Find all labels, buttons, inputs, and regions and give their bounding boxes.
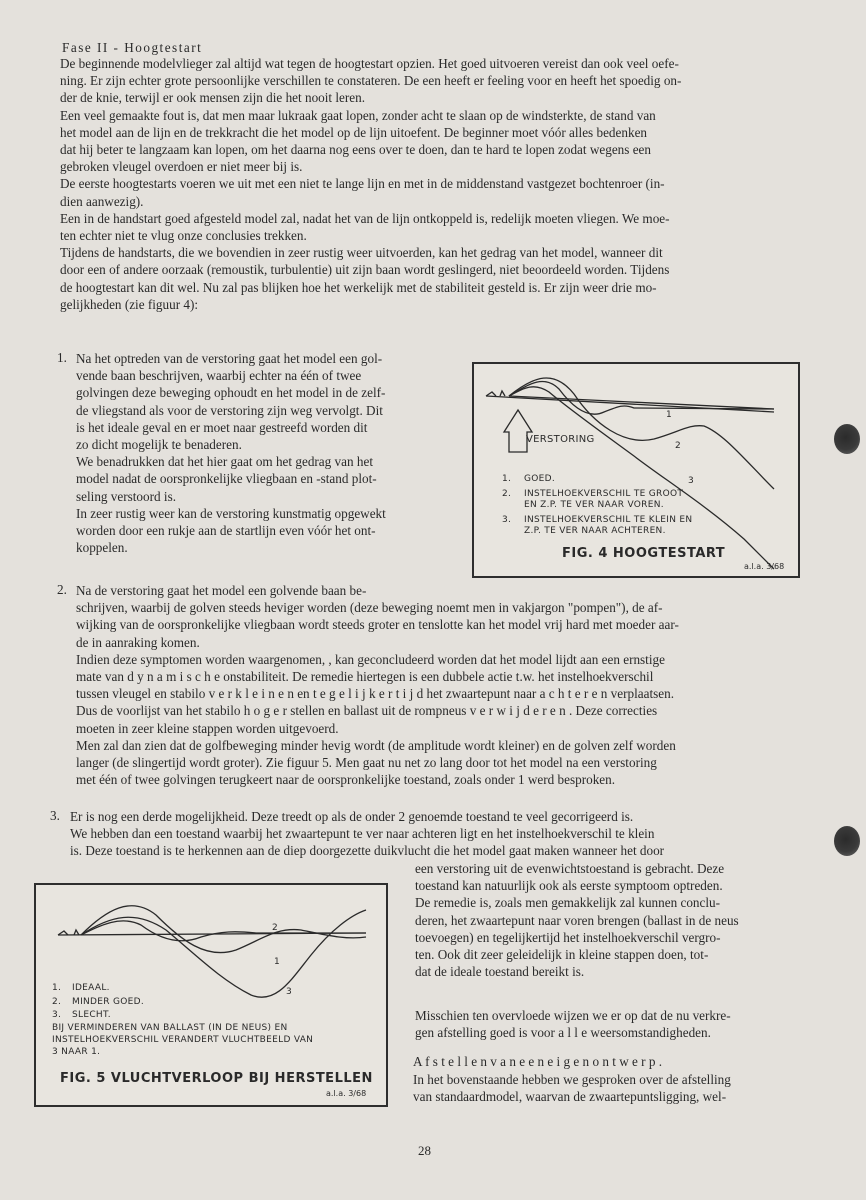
curve-1 bbox=[81, 921, 366, 941]
text-line: moeten in zeer kleine stappen worden uitgevoerd. bbox=[76, 720, 339, 736]
text-line: We benadrukken dat het hier gaat om het gedrag van het bbox=[76, 454, 374, 470]
text-line: toestand kan natuurlijk ook als eerste symptoom optreden. bbox=[415, 878, 723, 894]
text-line: mate van d y n a m i s c h e onstabiliteit. De remedie hiertegen is een dubbele actie t.w. het instelhoekverschil bbox=[76, 669, 654, 685]
curve-label: 3 bbox=[688, 476, 695, 486]
subheading: A f s t e l l e n v a n e e n e i g e n o n t w e r p . bbox=[413, 1054, 663, 1069]
figure-caption: FIG. 4 HOOGTESTART bbox=[562, 546, 726, 561]
final-paragraph bbox=[413, 1071, 731, 1105]
figure-4-diagram bbox=[474, 364, 798, 576]
item-number: 1. bbox=[57, 350, 67, 365]
legend-text: MINDER GOED. bbox=[72, 997, 145, 1007]
item-3-continued bbox=[415, 860, 739, 980]
text-line: Men zal dan zien dat de golfbeweging minder hevig wordt (de amplitude wordt kleiner) en de golven zelf worden bbox=[76, 737, 676, 753]
text-line: Na het optreden van de verstoring gaat het model een gol- bbox=[76, 351, 383, 366]
text-line: Dus de voorlijst van het stabilo h o g e r stellen en ballast uit de rompneus v e r w i j d e r e n . Deze correcties bbox=[76, 703, 658, 719]
legend-number: 2. bbox=[502, 489, 512, 499]
text-line: deren, het zwaartepunt naar voren brengen (ballast in de neus bbox=[415, 912, 739, 928]
legend-text: INSTELHOEKVERSCHIL TE KLEIN EN bbox=[524, 515, 693, 525]
text-line: de vliegstand als voor de verstoring zijn weg vervolgt. Dit bbox=[76, 402, 383, 418]
curve-2 bbox=[81, 906, 366, 953]
curve-label: 2 bbox=[675, 441, 682, 451]
section-heading: Fase II - Hoogtestart bbox=[62, 40, 203, 55]
text-line: Tijdens de handstarts, die we bovendien in zeer rustig weer uitvoerden, kan het gedrag van het model, wanneer dit bbox=[60, 245, 663, 261]
text-line: met één of twee golvingen terugkeert naar de oorspronkelijke toestand, zoals onder 1 werd besproken. bbox=[76, 772, 616, 788]
figure-5 bbox=[34, 883, 388, 1107]
text-line: gebroken vleugel overdoen er niet meer bij is. bbox=[60, 159, 303, 175]
legend-text: IDEAAL. bbox=[72, 983, 110, 993]
text-line: toevoegen) en tegelijkertijd het instelhoekverschil vergro- bbox=[415, 929, 721, 945]
curve-3 bbox=[81, 910, 366, 997]
legend-text: SLECHT. bbox=[72, 1010, 111, 1020]
text-line: Er is nog een derde mogelijkheid. Deze treedt op als de onder 2 genoemde toestand te veel gecorrigeerd is. bbox=[70, 809, 634, 824]
text-line: golvingen deze beweging ophoudt en het model in de zelf- bbox=[76, 385, 386, 401]
text-line: een verstoring uit de evenwichtstoestand is gebracht. Deze bbox=[415, 861, 725, 876]
note-line: 3 NAAR 1. bbox=[52, 1047, 101, 1057]
launch-marker bbox=[486, 392, 496, 396]
item-number: 2. bbox=[57, 582, 67, 597]
text-line: wijking van de oorspronkelijke vliegbaan wordt steeds groter en tenslotte kan het model vrij hard met moeder aar- bbox=[76, 617, 679, 633]
text-line: de in aanraking komen. bbox=[76, 634, 200, 650]
text-line: ning. Er zijn echter grote persoonlijke verschillen te constateren. De een heeft er feeling voor en heeft het spoedig on- bbox=[60, 73, 682, 89]
text-line: Een veel gemaakte fout is, dat men maar lukraak gaat lopen, zonder acht te slaan op de windsterkte, de stand van bbox=[60, 107, 656, 123]
text-line: dien aanwezig). bbox=[60, 193, 144, 209]
text-line: gelijkheden (zie figuur 4): bbox=[60, 296, 199, 312]
launch-marker bbox=[500, 391, 505, 396]
text-line: koppelen. bbox=[76, 540, 128, 556]
item-1-text bbox=[76, 350, 386, 556]
text-line: de hoogtestart kan dit wel. Nu zal pas blijken hoe het werkelijk met de stabiliteit gesteld is. Er zijn weer drie mo- bbox=[60, 279, 657, 295]
text-line: seling verstoord is. bbox=[76, 488, 176, 504]
figure-caption: FIG. 5 VLUCHTVERLOOP BIJ HERSTELLEN bbox=[60, 1071, 373, 1086]
item-3-text bbox=[70, 808, 664, 860]
text-line: gen afstelling goed is voor a l l e weersomstandigheden. bbox=[415, 1025, 711, 1041]
text-line: tussen vleugel en stabilo v e r k l e i n e n en t e g e l i j k e r t i j d het zwaartepunt naar a c h t e r e n verplaatsen. bbox=[76, 686, 674, 702]
figure-4 bbox=[472, 362, 800, 578]
legend-text: INSTELHOEKVERSCHIL TE GROOT bbox=[524, 489, 684, 499]
punch-hole bbox=[834, 424, 860, 454]
curve-1 bbox=[509, 396, 774, 409]
text-line: dat hij beter te langzaam kan lopen, om het daarna nog eens over te doen, dan te hard te lopen zodat wegens een bbox=[60, 142, 652, 158]
text-line: van standaardmodel, waarvan de zwaartepuntsligging, wel- bbox=[413, 1089, 727, 1105]
arrow-label: VERSTORING bbox=[526, 434, 595, 445]
legend-number: 1. bbox=[502, 474, 512, 484]
legend-text: Z.P. TE VER NAAR ACHTEREN. bbox=[524, 526, 666, 536]
text-line: zo dicht mogelijk te benaderen. bbox=[76, 437, 242, 453]
text-line: is het ideale geval en er moet naar gestreefd worden dit bbox=[76, 419, 368, 435]
curve-label: 3 bbox=[286, 987, 293, 997]
intro-paragraphs bbox=[60, 55, 681, 313]
figure-credit: a.l.a. 3/68 bbox=[744, 562, 785, 571]
legend-number: 3. bbox=[52, 1010, 62, 1020]
legend-number: 1. bbox=[52, 983, 62, 993]
text-line: We hebben dan een toestand waarbij het zwaartepunt te ver naar achteren ligt en het instelhoekverschil te klein bbox=[70, 826, 655, 842]
text-line: schrijven, waarbij de golven steeds heviger worden (deze beweging noemt men in vakjargon "pompen"), de af- bbox=[76, 600, 663, 616]
text-line: model nadat de oorspronkelijke vliegbaan en -stand plot- bbox=[76, 471, 377, 487]
text-line: In het bovenstaande hebben we gesproken over de afstelling bbox=[413, 1072, 731, 1087]
legend-text: GOED. bbox=[524, 474, 556, 484]
text-line: het model aan de lijn en de trekkracht die het model op de lijn uitoefent. De beginner moet vóór alles bedenken bbox=[60, 124, 648, 140]
text-line: der de knie, terwijl er ook mensen zijn die het nooit leren. bbox=[60, 90, 366, 106]
note-line: BIJ VERMINDEREN VAN BALLAST (IN DE NEUS) EN bbox=[52, 1023, 288, 1033]
legend-number: 3. bbox=[502, 515, 512, 525]
text-line: Misschien ten overvloede wijzen we er op dat de nu verkre- bbox=[415, 1008, 731, 1023]
curve-label: 1 bbox=[274, 957, 281, 967]
text-line: langer (de slingertijd wordt groter). Zie figuur 5. Men gaat nu net zo lang door tot het model na een verstoring bbox=[76, 755, 657, 771]
curve-label: 1 bbox=[666, 410, 673, 420]
text-line: vende baan beschrijven, waarbij echter na één of twee bbox=[76, 368, 362, 384]
text-line: Een in de handstart goed afgesteld model zal, nadat het van de lijn ontkoppeld is, redelijk moeten vliegen. We moe- bbox=[60, 210, 670, 226]
item-number: 3. bbox=[50, 808, 60, 823]
text-line: De eerste hoogtestarts voeren we uit met een niet te lange lijn en met in de middenstand vastgezet bochtenroer (in- bbox=[60, 176, 665, 192]
text-line: In zeer rustig weer kan de verstoring kunstmatig opgewekt bbox=[76, 505, 386, 521]
figure-credit: a.l.a. 3/68 bbox=[326, 1089, 367, 1098]
page-number: 28 bbox=[418, 1143, 431, 1158]
closing-paragraph bbox=[415, 1007, 731, 1041]
item-2-text bbox=[76, 582, 679, 788]
text-line: worden door een rukje aan de startlijn even vóór het ont- bbox=[76, 523, 376, 539]
legend-text: EN Z.P. TE VER NAAR VOREN. bbox=[524, 500, 664, 510]
text-line: Na de verstoring gaat het model een golvende baan be- bbox=[76, 583, 367, 598]
text-line: ten. Ook dit zeer geleidelijk in kleine stappen doen, tot- bbox=[415, 947, 709, 963]
text-line: De remedie is, zoals men gemakkelijk zal kunnen conclu- bbox=[415, 895, 721, 911]
curve-label: 2 bbox=[272, 923, 279, 933]
disturbance-arrow-icon bbox=[504, 410, 532, 452]
text-line: ten echter niet te vlug onze conclusies trekken. bbox=[60, 228, 307, 244]
baseline bbox=[486, 396, 774, 412]
text-line: De beginnende modelvlieger zal altijd wat tegen de hoogtestart opzien. Het goed uitvoeren vereist dan ook veel oefe- bbox=[60, 56, 679, 71]
text-line: Indien deze symptomen worden waargenomen, , kan geconcludeerd worden dat het model lijdt aan een ernstige bbox=[76, 651, 665, 667]
text-line: door een of andere oorzaak (remoustik, turbulentie) uit zijn baan wordt geslingerd, niet beoordeeld worden. Tijdens bbox=[60, 262, 670, 278]
note-line: INSTELHOEKVERSCHIL VERANDERT VLUCHTBEELD VAN bbox=[52, 1035, 314, 1045]
text-line: is. Deze toestand is te herkennen aan de diep doorgezette duikvlucht die het model gaat maken wanneer het door bbox=[70, 843, 665, 859]
text-line: dat de ideale toestand bereikt is. bbox=[415, 964, 585, 980]
legend-number: 2. bbox=[52, 997, 62, 1007]
punch-hole bbox=[834, 826, 860, 856]
